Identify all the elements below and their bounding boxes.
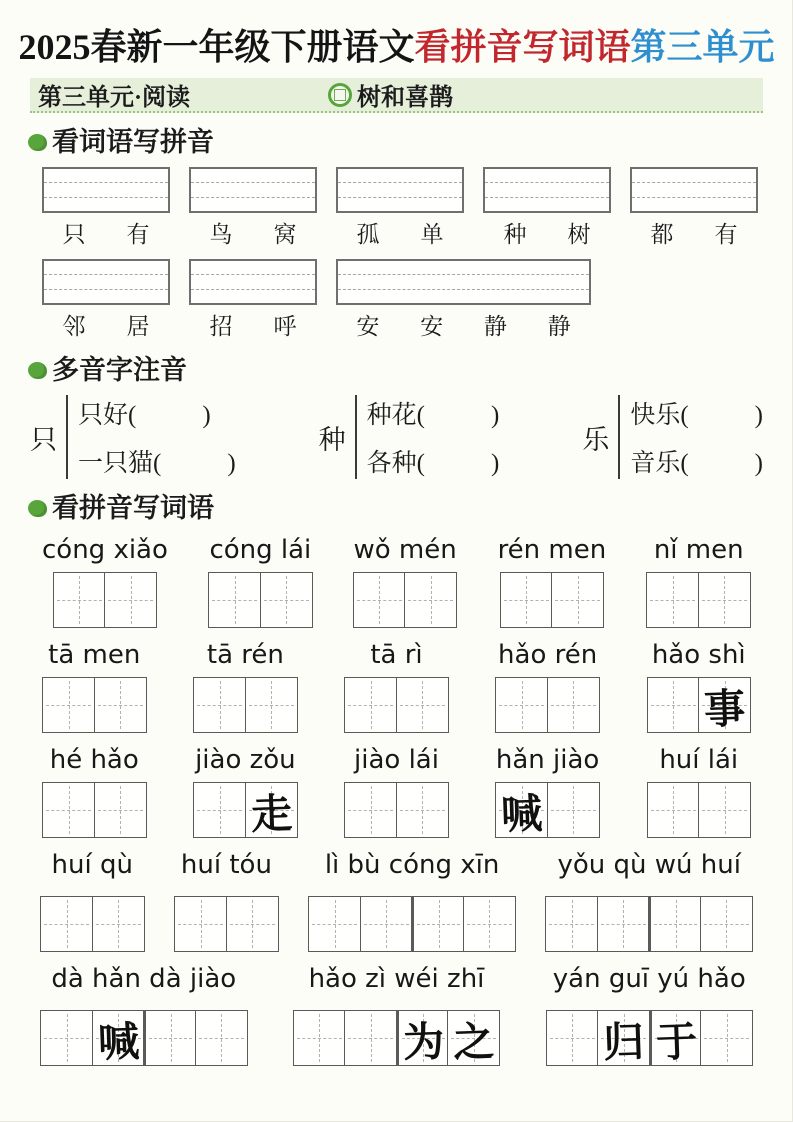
tianzige-cell[interactable] [463,896,516,952]
lesson-title-group [328,77,453,112]
pinyin-writing-box[interactable] [336,167,464,213]
fourline-band [44,274,168,288]
duoyinzi-word: 只好( [78,402,137,429]
word-characters [189,216,317,249]
tianzige-cell[interactable] [92,896,145,952]
tianzige-cell[interactable] [495,677,548,733]
tianzige-cell[interactable] [260,572,313,628]
tianzige-cell [495,782,548,838]
pinyin-label: huí lái [659,745,739,775]
hanzi-character: 招 [209,314,233,339]
title-unit-part: 第三单元 [630,27,775,67]
fourline-band [44,182,168,196]
tianzige-cell[interactable] [411,896,464,952]
tianzige-cell [396,1010,449,1066]
hanzi-character: 种 [503,222,527,247]
duoyinzi-line [78,443,236,479]
tianzige-cell[interactable] [193,782,246,838]
duoyinzi-word: 音乐( [630,450,689,477]
word-label-row [42,216,793,249]
pinyin-word-column [174,850,279,952]
fourline-band [191,274,315,288]
pinyin-label: dà hǎn dà jiào [51,964,237,994]
duoyinzi-word: 各种( [366,450,425,477]
tianzige-grid [344,677,449,733]
prefilled-character: 喊 [96,1017,140,1066]
tianzige-grid [647,677,752,733]
pinyin-label: hé hǎo [49,745,139,775]
word-label-row [42,308,793,341]
tianzige-cell[interactable] [546,1010,599,1066]
fourline-band [191,169,315,182]
tianzige-cell [447,1010,500,1066]
pinyin-label: cóng lái [209,535,312,565]
tianzige-cell[interactable] [396,677,449,733]
pinyin-word-row [30,640,763,733]
pinyin-word-column [42,535,168,628]
prefilled-character: 为 [402,1017,445,1066]
duoyinzi-line [367,395,500,431]
tianzige-cell[interactable] [344,782,397,838]
word-characters [189,308,317,341]
tianzige-cell[interactable] [700,896,753,952]
hanzi-character: 安 [356,314,380,339]
pinyin-word-column [293,964,501,1066]
fourline-band [632,197,756,211]
fourline-band [338,169,462,182]
pinyin-box-row [42,259,793,305]
pinyin-word-row [30,535,763,628]
tianzige-cell [92,1010,145,1066]
tianzige-cell[interactable] [208,572,261,628]
title-grade-part: 2025春新一年级下册语文 [18,27,415,67]
tianzige-grid [40,1010,248,1066]
unit-banner [30,78,763,113]
hanzi-character: 鸟 [209,222,233,247]
pinyin-to-words-area [0,535,793,1066]
tianzige-cell[interactable] [396,782,449,838]
fourline-band [485,169,609,182]
closing-paren: ) [754,402,763,429]
duoyinzi-line [630,443,763,479]
fourline-band [632,169,756,182]
closing-paren: ) [202,402,211,429]
pinyin-word-column [495,745,600,838]
tianzige-cell [649,1010,702,1066]
tianzige-cell[interactable] [700,1010,753,1066]
tianzige-cell[interactable] [53,572,106,628]
hanzi-character: 居 [126,314,150,339]
fourline-band [191,182,315,196]
duoyinzi-word: 快乐( [630,402,689,429]
tianzige-grid [42,782,147,838]
tianzige-cell[interactable] [245,677,298,733]
pinyin-word-row [30,964,763,1066]
tianzige-grid [193,782,298,838]
duoyinzi-group [582,395,763,479]
pinyin-word-column [42,745,147,838]
section-heading-label: 多音字注音 [52,355,187,385]
prefilled-character: 走 [249,789,293,838]
unit-label: 第三单元·阅读 [38,85,191,111]
tianzige-cell[interactable] [226,896,279,952]
hanzi-character: 有 [714,222,738,247]
pinyin-label: nǐ men [653,535,744,565]
duoyinzi-character: 种 [318,424,346,455]
tianzige-cell[interactable] [293,1010,346,1066]
pinyin-word-column [647,640,752,733]
section-heading-label: 看拼音写词语 [52,493,214,523]
pinyin-writing-box[interactable] [42,259,170,305]
pinyin-word-column [193,640,298,733]
word-characters [630,216,758,249]
tianzige-grid [546,1010,754,1066]
duoyinzi-group [30,395,236,479]
duoyinzi-word: 一只猫( [78,450,162,477]
duoyinzi-line [367,443,500,479]
pinyin-word-column [344,640,449,733]
tianzige-cell[interactable] [646,572,699,628]
section-heading-pinyin-to-words [28,493,793,523]
pinyin-word-column [353,535,458,628]
tianzige-cell[interactable] [647,677,700,733]
tianzige-grid [308,896,516,952]
page-title [0,26,793,68]
closing-paren: ) [754,450,763,477]
title-exercise-part: 看拼音写词语 [414,27,631,67]
fourline-band [191,197,315,211]
pinyin-label: huí tóu [180,850,272,880]
tianzige-grid [545,896,753,952]
fourline-band [338,197,462,211]
tianzige-cell[interactable] [104,572,157,628]
duoyinzi-group [319,395,500,479]
pinyin-word-column [647,745,752,838]
tianzige-cell[interactable] [195,1010,248,1066]
pinyin-label: tā rén [206,640,284,670]
duoyinzi-word: 种花( [366,402,425,429]
tianzige-cell[interactable] [344,677,397,733]
tianzige-cell[interactable] [360,896,413,952]
word-characters [336,216,464,249]
pinyin-label: tā rì [370,640,423,670]
tianzige-cell[interactable] [353,572,406,628]
pinyin-word-column [40,850,145,952]
leaf-icon [28,362,47,379]
hanzi-character: 都 [650,222,674,247]
tianzige-cell[interactable] [698,572,751,628]
tianzige-grid [193,677,298,733]
pinyin-writing-box[interactable] [189,167,317,213]
tianzige-cell[interactable] [547,782,600,838]
pinyin-label: cóng xiǎo [42,535,168,565]
hanzi-character: 邻 [62,314,86,339]
tianzige-grid [293,1010,501,1066]
tianzige-cell[interactable] [500,572,553,628]
fourline-band [338,274,589,288]
section-heading-label: 看词语写拼音 [52,127,214,157]
closing-paren: ) [491,450,500,477]
pinyin-word-column [495,640,600,733]
prefilled-character: 喊 [500,789,544,838]
pinyin-writing-box[interactable] [42,167,170,213]
tianzige-grid [208,572,313,628]
fourline-band [338,289,589,303]
word-characters [336,308,591,341]
prefilled-character: 归 [602,1017,645,1066]
pinyin-word-column [545,850,753,952]
tianzige-cell [698,677,751,733]
tianzige-grid [353,572,458,628]
pinyin-word-column [344,745,449,838]
prefilled-character: 事 [703,684,746,733]
tianzige-grid [174,896,279,952]
fourline-band [44,197,168,211]
word-characters [42,216,170,249]
tianzige-grid [53,572,158,628]
section-heading-duoyinzi [28,355,793,385]
words-to-pinyin-area [0,167,793,341]
tianzige-grid [495,782,600,838]
tianzige-cell [245,782,298,838]
pinyin-word-column [546,964,754,1066]
duoyinzi-lines [355,395,500,479]
duoyinzi-lines [66,395,236,479]
hanzi-character: 有 [126,222,150,247]
tianzige-cell[interactable] [547,677,600,733]
tianzige-grid [646,572,751,628]
prefilled-character: 于 [654,1017,698,1066]
tianzige-cell[interactable] [308,896,361,952]
pinyin-label: wǒ mén [353,535,457,565]
pinyin-label: yán guī yú hǎo [552,964,746,994]
section-heading-words-to-pinyin [28,127,793,157]
hanzi-character: 单 [420,222,444,247]
pinyin-writing-box[interactable] [189,259,317,305]
pinyin-label: jiào zǒu [195,745,296,775]
pinyin-label: hǎo zì wéi zhī [308,964,485,994]
tianzige-grid [495,677,600,733]
hanzi-character: 呼 [273,314,297,339]
tianzige-cell[interactable] [597,896,650,952]
pinyin-label: tā men [48,640,141,670]
hanzi-character: 只 [62,222,86,247]
duoyinzi-character: 乐 [582,424,610,455]
tianzige-cell[interactable] [40,1010,93,1066]
pinyin-word-row [30,850,763,952]
fourline-band [632,182,756,196]
tianzige-cell[interactable] [551,572,604,628]
tianzige-grid [344,782,449,838]
pinyin-word-row [30,745,763,838]
tianzige-cell[interactable] [94,782,147,838]
seal-icon [334,89,346,101]
duoyinzi-lines [618,395,763,479]
pinyin-label: yǒu qù wú huí [557,850,741,880]
closing-paren: ) [491,402,500,429]
tianzige-cell [597,1010,650,1066]
hanzi-character: 静 [547,314,571,339]
pinyin-label: rén men [497,535,607,565]
pinyin-word-column [40,964,248,1066]
pinyin-label: huí qù [51,850,133,880]
leaf-icon [28,500,47,517]
word-characters [483,216,611,249]
pinyin-writing-box[interactable] [336,259,591,305]
fourline-band [191,289,315,303]
pinyin-word-column [42,640,147,733]
tianzige-cell[interactable] [174,896,227,952]
pinyin-label: hǎn jiào [495,745,600,775]
fourline-band [191,261,315,274]
tianzige-cell[interactable] [40,896,93,952]
pinyin-label: lì bù cóng xīn [324,850,500,880]
tianzige-cell[interactable] [698,782,751,838]
pinyin-box-row [42,167,793,213]
tianzige-cell[interactable] [344,1010,397,1066]
tianzige-grid [500,572,605,628]
pinyin-label: hǎo rén [498,640,598,670]
fourline-band [44,261,168,274]
tianzige-cell[interactable] [94,677,147,733]
pinyin-word-column [498,535,607,628]
duoyinzi-line [78,395,236,431]
fourline-band [338,261,589,274]
tianzige-cell[interactable] [42,782,95,838]
tianzige-cell[interactable] [143,1010,196,1066]
hanzi-character: 静 [483,314,507,339]
pinyin-word-column [308,850,516,952]
leaf-icon [28,134,47,151]
hanzi-character: 孤 [356,222,380,247]
fourline-band [338,182,462,196]
word-characters [42,308,170,341]
tianzige-cell[interactable] [404,572,457,628]
pinyin-word-column [208,535,313,628]
closing-paren: ) [227,450,236,477]
tianzige-cell[interactable] [42,677,95,733]
pinyin-writing-box[interactable] [483,167,611,213]
lesson-logo-icon [328,83,352,107]
lesson-title: 树和喜鹊 [357,85,454,111]
tianzige-grid [42,677,147,733]
duoyinzi-area [30,395,763,479]
tianzige-cell[interactable] [193,677,246,733]
pinyin-label: hǎo shì [651,640,746,670]
duoyinzi-line [630,395,763,431]
fourline-band [44,169,168,182]
hanzi-character: 窝 [273,222,297,247]
duoyinzi-character: 只 [30,424,57,455]
pinyin-word-column [193,745,298,838]
tianzige-grid [40,896,145,952]
tianzige-cell[interactable] [648,896,701,952]
tianzige-grid [647,782,752,838]
prefilled-character: 之 [452,1017,496,1066]
pinyin-writing-box[interactable] [630,167,758,213]
pinyin-label: jiào lái [354,745,439,775]
hanzi-character: 树 [567,222,591,247]
hanzi-character: 安 [420,314,444,339]
fourline-band [485,197,609,211]
pinyin-word-column [646,535,751,628]
fourline-band [44,289,168,303]
fourline-band [485,182,609,196]
tianzige-cell[interactable] [545,896,598,952]
tianzige-cell[interactable] [647,782,700,838]
